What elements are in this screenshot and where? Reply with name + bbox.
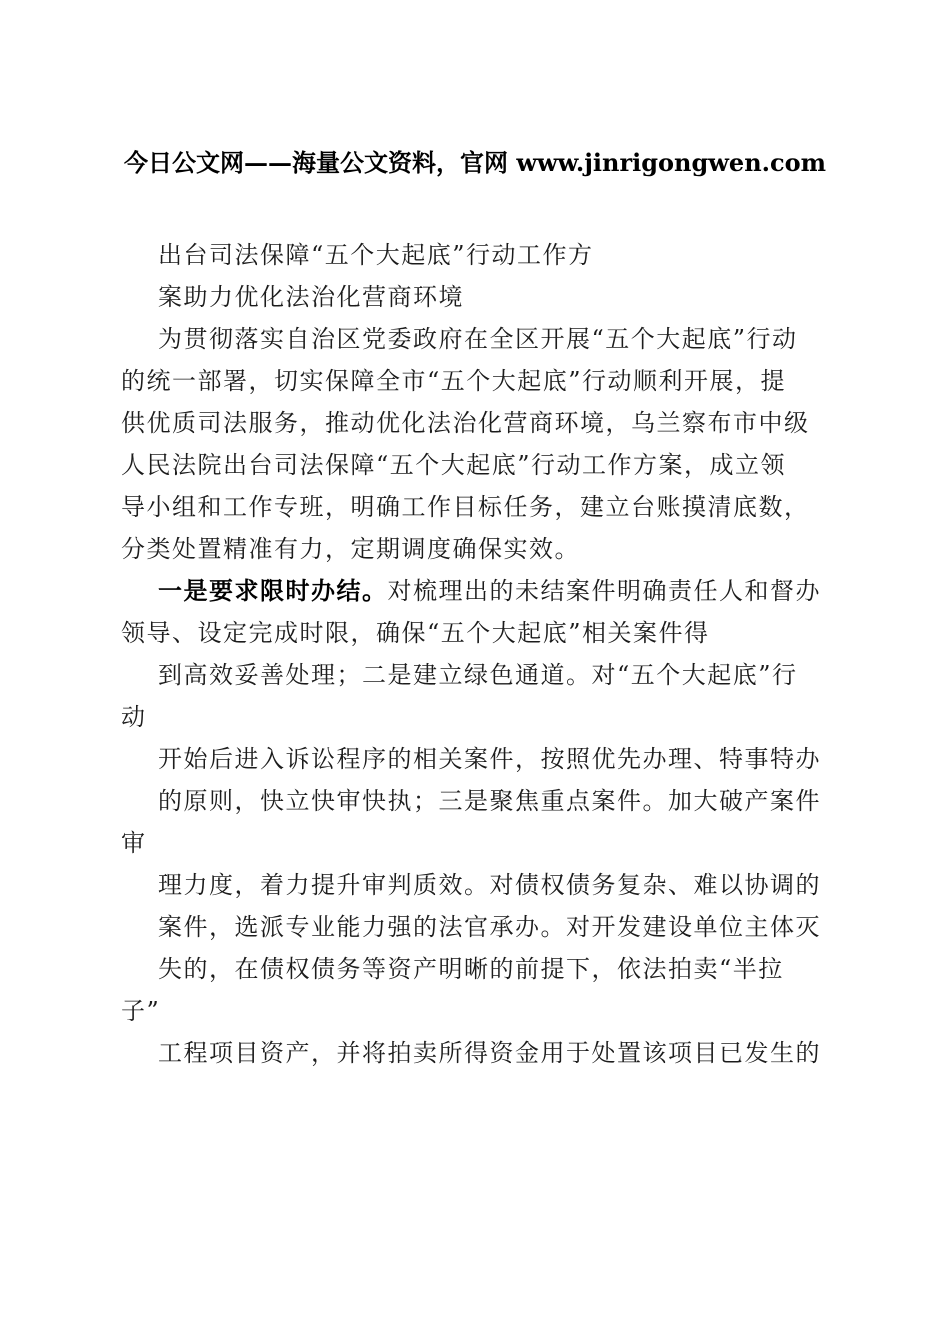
paragraph-line: 的统一部署，切实保障全市“五个大起底”行动顺利开展，提 [121, 367, 787, 395]
paragraph-line: 失的，在债权债务等资产明晰的前提下，依法拍卖“半拉 [158, 955, 784, 983]
paragraph-line: 理力度，着力提升审判质效。对债权债务复杂、难以协调的 [158, 871, 821, 899]
site-header: 今日公文网——海量公文资料，官网 www.jinrigongwen.com [123, 148, 827, 177]
paragraph-line: 人民法院出台司法保障“五个大起底”行动工作方案，成立领 [121, 451, 787, 479]
paragraph-line: 领导、设定完成时限，确保“五个大起底”相关案件得 [121, 619, 710, 647]
bold-lead-text: 一是要求限时办结。 [158, 576, 388, 605]
title-line-1: 出台司法保障“五个大起底”行动工作方 [158, 241, 594, 269]
paragraph-line: 供优质司法服务，推动优化法治化营商环境，乌兰察布市中级 [121, 409, 810, 437]
paragraph-line: 开始后进入诉讼程序的相关案件，按照优先办理、特事特办 [158, 745, 821, 773]
paragraph-line: 的原则，快立快审快执；三是聚焦重点案件。加大破产案件 [158, 787, 821, 815]
paragraph-line: 动 [121, 703, 147, 731]
paragraph-line: 子” [121, 997, 161, 1025]
paragraph-line: 导小组和工作专班，明确工作目标任务，建立台账摸清底数， [121, 493, 810, 521]
document-body [121, 234, 827, 1074]
paragraph-line: 审 [121, 829, 147, 857]
paragraph-line: 案件，选派专业能力强的法官承办。对开发建设单位主体灭 [158, 913, 821, 941]
paragraph-line: 工程项目资产，并将拍卖所得资金用于处置该项目已发生的 [158, 1039, 821, 1067]
paragraph-line: 分类处置精准有力，定期调度确保实效。 [121, 535, 580, 563]
title-line-2: 案助力优化法治化营商环境 [158, 283, 464, 311]
paragraph-line: 一是要求限时办结。对梳理出的未结案件明确责任人和督办 [158, 576, 821, 605]
paragraph-line: 为贯彻落实自治区党委政府在全区开展“五个大起底”行动 [158, 325, 798, 353]
paragraph-line: 到高效妥善处理；二是建立绿色通道。对“五个大起底”行 [158, 661, 798, 689]
